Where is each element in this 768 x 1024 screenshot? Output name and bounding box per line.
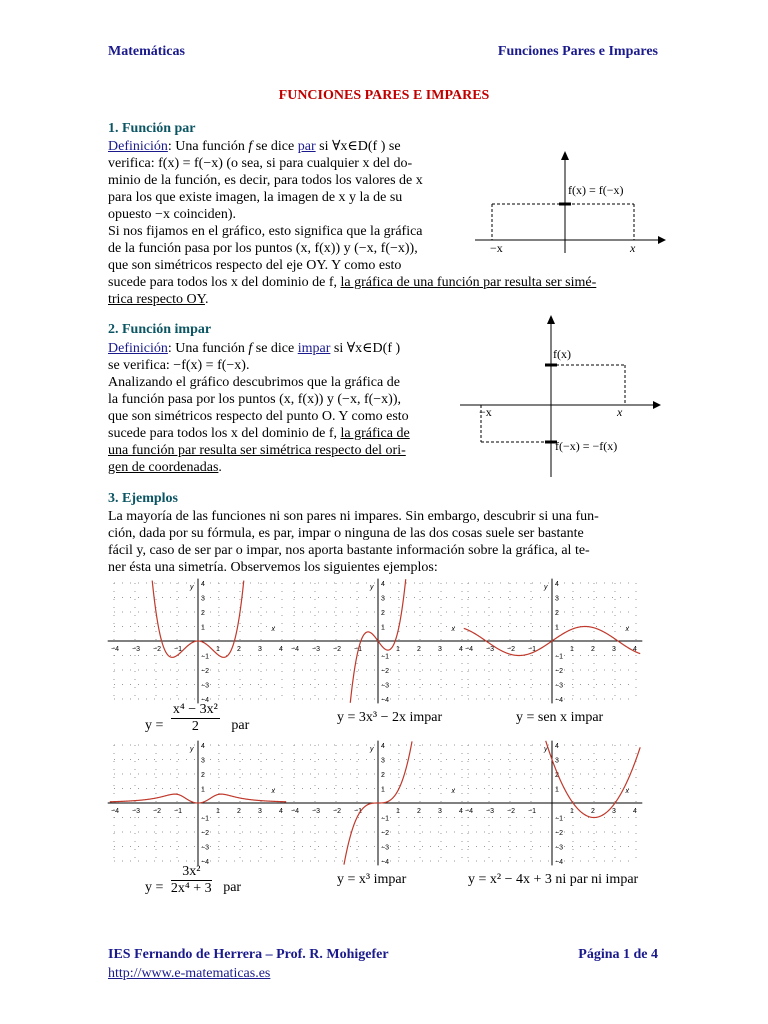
x-tick-label: 3 xyxy=(612,646,616,653)
y-tick-label: −3 xyxy=(555,844,563,852)
x-tick-label: −3 xyxy=(486,808,494,815)
x-axis-label: x xyxy=(625,788,629,795)
term-impar[interactable]: impar xyxy=(297,341,331,356)
x-tick-label: 1 xyxy=(216,808,220,815)
y-tick-label: 1 xyxy=(201,786,205,794)
y-tick-label: 3 xyxy=(381,595,385,603)
section-3-text: La mayoría de las funciones ni son pares ni impares. Sin embargo, descubrir si una fun- ción, dada por su fórmula, es par, impar o ninguna de las dos cosas suele ser bastante fácil y, caso de ser par o impar, nos aporta bastante información sobre la gráfica, al te- ner ésta una simetría. Observemos los siguientes ejemplos: xyxy=(108,509,599,575)
y-tick-label: 2 xyxy=(555,610,559,617)
x-tick-label: 1 xyxy=(570,646,574,653)
y-tick-label: 1 xyxy=(381,624,385,632)
x-axis-label: x xyxy=(271,626,275,633)
y-tick-label: 1 xyxy=(201,624,205,632)
y-tick-label: 4 xyxy=(555,581,559,588)
y-tick-label: −3 xyxy=(201,844,209,852)
y-tick-label: 3 xyxy=(201,595,205,603)
y-tick-label: 2 xyxy=(381,610,385,617)
y-axis-label: y xyxy=(370,745,374,753)
footer-url-link[interactable]: http://www.e-matematicas.es xyxy=(108,966,271,981)
header-subject: Matemáticas xyxy=(108,44,185,59)
x-tick-label: −4 xyxy=(291,646,299,653)
x-tick-label: 4 xyxy=(279,808,283,815)
y-tick-label: −1 xyxy=(381,653,389,661)
caption-3: y = sen x impar xyxy=(516,710,604,725)
x-tick-label: −3 xyxy=(312,646,320,653)
y-tick-label: 4 xyxy=(201,743,205,750)
x-tick-label: 2 xyxy=(417,808,421,815)
caption-2: y = 3x³ − 2x impar xyxy=(337,710,443,725)
x-tick-label: −4 xyxy=(111,646,119,653)
y-tick-label: 4 xyxy=(555,743,559,750)
x-tick-label: 4 xyxy=(279,646,283,653)
y-tick-label: 2 xyxy=(201,610,205,617)
x-tick-label: −4 xyxy=(111,808,119,815)
odd-figure-fneg: f(−x) = −f(x) xyxy=(555,439,618,453)
y-tick-label: −3 xyxy=(381,682,389,690)
y-tick-label: 2 xyxy=(381,772,385,779)
x-tick-label: 4 xyxy=(633,646,637,653)
y-tick-label: −3 xyxy=(381,844,389,852)
even-function-figure xyxy=(470,148,670,258)
y-tick-label: −2 xyxy=(381,830,389,837)
plot-2 xyxy=(288,576,468,704)
x-tick-label: −1 xyxy=(354,808,362,815)
definition-link[interactable]: Definición xyxy=(108,139,168,154)
x-tick-label: 3 xyxy=(438,808,442,815)
y-tick-label: −2 xyxy=(381,668,389,675)
x-tick-label: −1 xyxy=(528,646,536,653)
x-tick-label: 2 xyxy=(237,646,241,653)
x-tick-label: −3 xyxy=(132,808,140,815)
y-tick-label: −1 xyxy=(201,815,209,823)
y-tick-label: −4 xyxy=(555,859,563,866)
y-tick-label: 4 xyxy=(381,581,385,588)
y-tick-label: −2 xyxy=(555,668,563,675)
y-tick-label: 3 xyxy=(555,757,559,765)
y-tick-label: −4 xyxy=(381,697,389,704)
term-par[interactable]: par xyxy=(297,139,316,154)
section-2-text: Definición: Una función f se dice impar si ∀x∈D(f ) se verifica: −f(x) = f(−x). Analizando el gráfico descubrimos que la gráfica de la función pasa por los puntos (x, f(x)) y (−x, f(−x)), que son simétricos respecto del punto O. Y como esto sucede para todos los x del dominio de f, la gráfica de una función par resulta ser simétrica respecto del ori- gen de coordenadas. xyxy=(108,341,410,475)
caption-6: y = x² − 4x + 3 ni par ni impar xyxy=(468,872,639,887)
x-tick-label: −2 xyxy=(507,646,515,653)
plot-6 xyxy=(462,738,642,866)
y-tick-label: 4 xyxy=(201,581,205,588)
y-tick-label: 1 xyxy=(555,786,559,794)
function-curve xyxy=(546,741,641,818)
x-tick-label: −3 xyxy=(486,646,494,653)
y-tick-label: −3 xyxy=(555,682,563,690)
x-tick-label: −2 xyxy=(333,646,341,653)
x-tick-label: −3 xyxy=(312,808,320,815)
footer-page: Página 1 de 4 xyxy=(578,947,658,962)
y-tick-label: −4 xyxy=(201,859,209,866)
x-tick-label: 4 xyxy=(633,808,637,815)
x-tick-label: 3 xyxy=(612,808,616,815)
y-tick-label: −1 xyxy=(555,815,563,823)
x-tick-label: 3 xyxy=(258,646,262,653)
footer-author: IES Fernando de Herrera – Prof. R. Mohigefer xyxy=(108,947,389,962)
y-tick-label: 2 xyxy=(555,772,559,779)
caption-4: y = $\frac{\text{3x²}}{\text{2x⁴ + 3}}$ par xyxy=(145,864,242,896)
x-tick-label: 2 xyxy=(591,646,595,653)
x-tick-label: −2 xyxy=(507,808,515,815)
x-tick-label: −1 xyxy=(174,646,182,653)
x-tick-label: −3 xyxy=(132,646,140,653)
y-tick-label: −1 xyxy=(381,815,389,823)
x-axis-label: x xyxy=(451,788,455,795)
x-tick-label: 4 xyxy=(459,646,463,653)
even-figure-negx: −x xyxy=(490,241,503,255)
x-tick-label: −1 xyxy=(354,646,362,653)
y-tick-label: −2 xyxy=(201,668,209,675)
y-tick-label: 3 xyxy=(555,595,559,603)
y-tick-label: 2 xyxy=(201,772,205,779)
even-figure-x: x xyxy=(630,241,636,255)
y-tick-label: −3 xyxy=(201,682,209,690)
y-axis-label: y xyxy=(190,583,194,591)
odd-figure-negx: −x xyxy=(479,405,492,419)
header-topic: Funciones Pares e Impares xyxy=(497,44,658,59)
x-tick-label: 2 xyxy=(237,808,241,815)
page-title: FUNCIONES PARES E IMPARES xyxy=(278,88,490,103)
y-tick-label: −4 xyxy=(555,697,563,704)
x-tick-label: −2 xyxy=(153,808,161,815)
section-1-text: Definición: Una función f se dice par si ∀x∈D(f ) se verifica: f(x) = f(−x) (o sea, si para cualquier x del do- minio de la función, es decir, para todos los valores de x para los que existe imagen, la imagen de x y la de su opuesto −x coinciden). Si nos fijamos en el gráfico, esto significa que la gráfica de la función pasa por los puntos (x, f(x)) y (−x, f(−x)), que son simétricos respecto del eje OY. Y como esto xyxy=(108,139,423,273)
x-tick-label: 1 xyxy=(216,646,220,653)
y-tick-label: −1 xyxy=(555,653,563,661)
section-1-conclusion: sucede para todos los x del dominio de f, la gráfica de una función par resulta ser simé- trica respecto OY. xyxy=(108,275,597,307)
x-tick-label: −2 xyxy=(153,646,161,653)
plot-1 xyxy=(108,576,288,704)
y-tick-label: −4 xyxy=(201,697,209,704)
x-tick-label: 1 xyxy=(396,808,400,815)
plot-5 xyxy=(288,738,468,866)
section-3-heading: 3. Ejemplos xyxy=(108,491,178,506)
x-axis-label: x xyxy=(625,626,629,633)
section-2-heading: 2. Función impar xyxy=(108,322,212,337)
y-axis-label: y xyxy=(370,583,374,591)
y-tick-label: 3 xyxy=(381,757,385,765)
plot-3 xyxy=(462,576,642,704)
odd-figure-fx: f(x) xyxy=(553,347,571,361)
x-tick-label: 1 xyxy=(570,808,574,815)
x-tick-label: −4 xyxy=(465,808,473,815)
x-tick-label: −1 xyxy=(528,808,536,815)
x-tick-label: −4 xyxy=(291,808,299,815)
y-tick-label: −1 xyxy=(201,653,209,661)
y-axis-label: y xyxy=(544,745,548,753)
y-tick-label: −2 xyxy=(201,830,209,837)
y-tick-label: 1 xyxy=(555,624,559,632)
y-tick-label: −2 xyxy=(555,830,563,837)
x-axis-label: x xyxy=(271,788,275,795)
x-tick-label: 1 xyxy=(396,646,400,653)
x-tick-label: −4 xyxy=(465,646,473,653)
odd-function-figure xyxy=(455,312,670,482)
x-tick-label: 3 xyxy=(438,646,442,653)
x-tick-label: −2 xyxy=(333,808,341,815)
caption-5: y = x³ impar xyxy=(337,872,407,887)
odd-figure-x: x xyxy=(617,405,623,419)
caption-1: y = $\frac{\text{x⁴ − 3x²}}{2}$ par xyxy=(145,702,250,734)
plot-4 xyxy=(108,738,288,866)
y-tick-label: 4 xyxy=(381,743,385,750)
x-tick-label: −1 xyxy=(174,808,182,815)
x-tick-label: 2 xyxy=(417,646,421,653)
x-axis-label: x xyxy=(451,626,455,633)
section-1-heading: 1. Función par xyxy=(108,121,196,136)
y-axis-label: y xyxy=(544,583,548,591)
x-tick-label: 4 xyxy=(459,808,463,815)
even-figure-label: f(x) = f(−x) xyxy=(568,183,624,197)
y-tick-label: −4 xyxy=(381,859,389,866)
x-tick-label: 3 xyxy=(258,808,262,815)
y-tick-label: 1 xyxy=(381,786,385,794)
definition-link-2[interactable]: Definición xyxy=(108,341,168,356)
y-tick-label: 3 xyxy=(201,757,205,765)
x-tick-label: 2 xyxy=(591,808,595,815)
y-axis-label: y xyxy=(190,745,194,753)
